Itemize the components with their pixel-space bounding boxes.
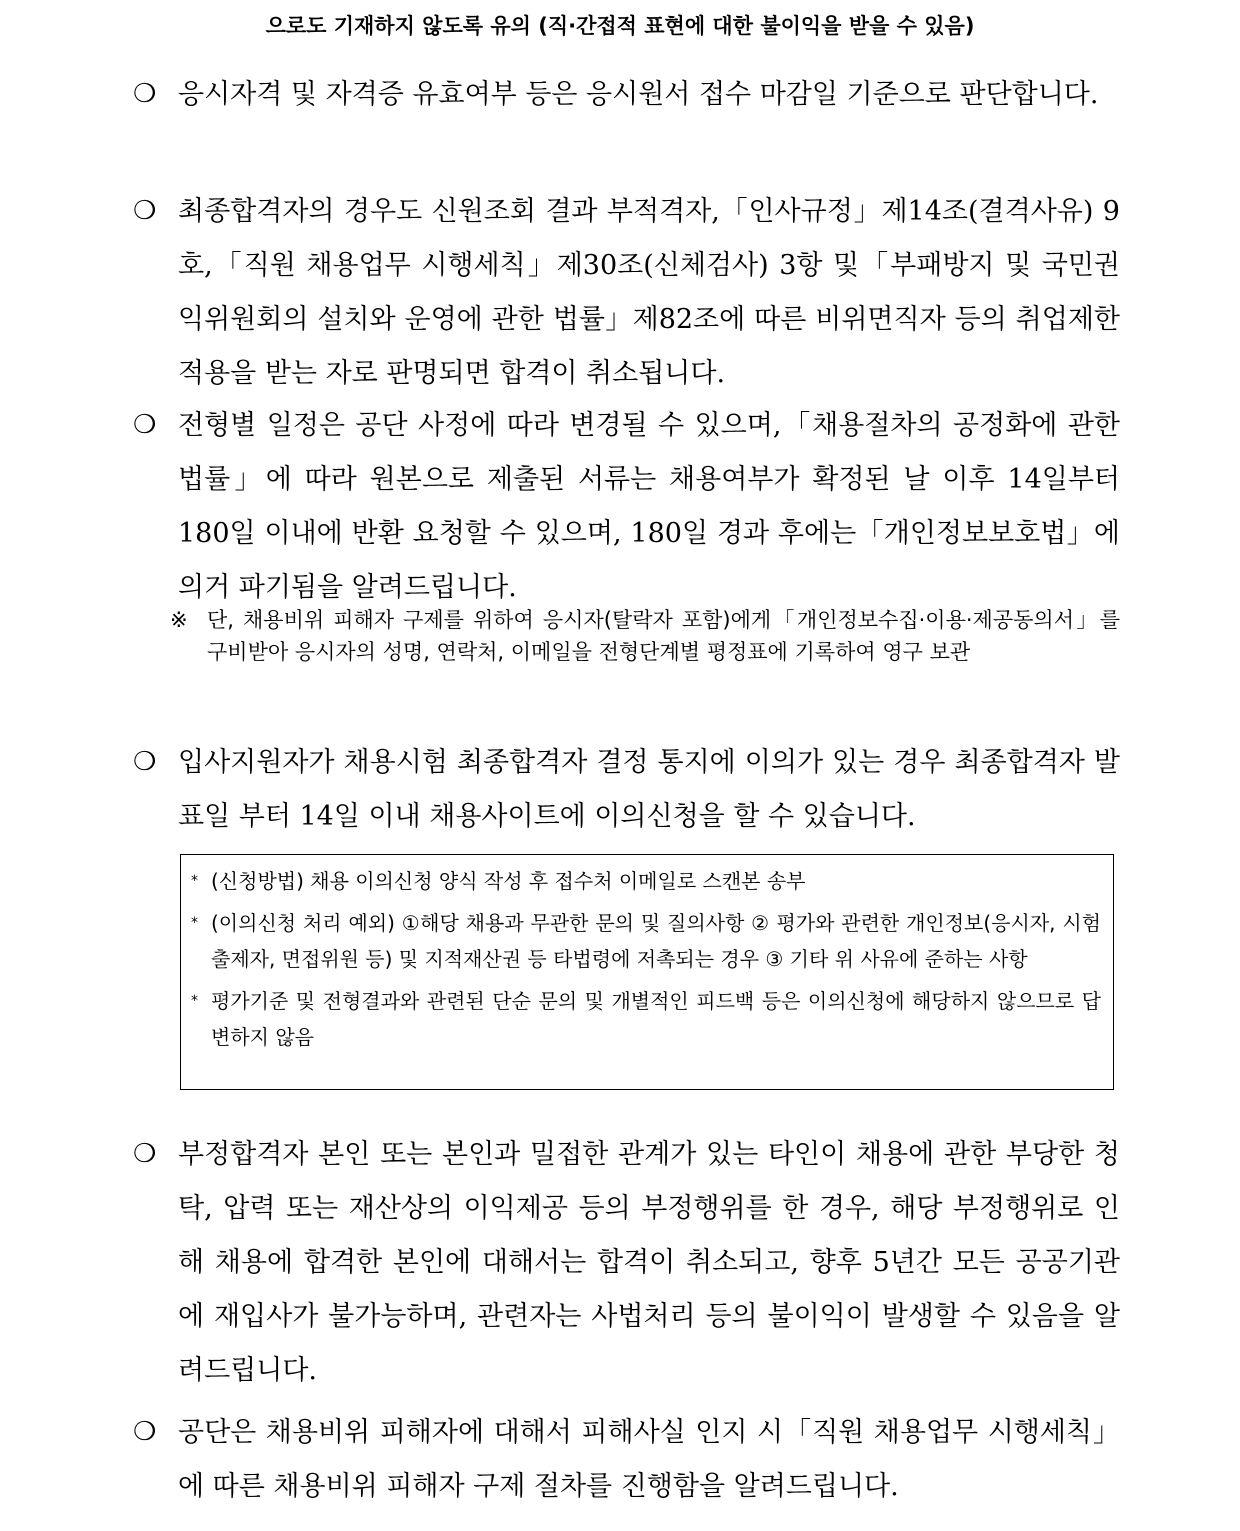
notice-item-text: 입사지원자가 채용시험 최종합격자 결정 통지에 이의가 있는 경우 최종합격자 발표일 부터 14일 이내 채용사이트에 이의신청을 할 수 있습니다. <box>178 747 1120 832</box>
notice-item-objection <box>133 736 1120 844</box>
circle-bullet-icon: ❍ <box>133 1139 157 1169</box>
objection-info-box <box>180 854 1114 1090</box>
notice-item-text: 전형별 일정은 공단 사정에 따라 변경될 수 있으며,「채용절차의 공정화에 관한 법률」에 따라 원본으로 제출된 서류는 채용여부가 확정된 날 이후 14일부터 180일 이내에 반환 요청할 수 있으며, 180일 경과 후에는「개인정보보호법」에 의거 파기됨을 알려드립니다. <box>178 410 1120 603</box>
notice-item-text: 최종합격자의 경우도 신원조회 결과 부적격자,「인사규정」제14조(결격사유) 9호,「직원 채용업무 시행세칙」제30조(신체검사) 3항 및「부패방지 및 국민권익위원회의 설치와 운영에 관한 법률」제82조에 따른 비위면직자 등의 취업제한 적용을 받는 자로 판명되면 합격이 취소됩니다. <box>178 196 1120 389</box>
circle-bullet-icon: ❍ <box>133 1417 157 1447</box>
notice-item-text: 응시자격 및 자격증 유효여부 등은 응시원서 접수 마감일 기준으로 판단합니다. <box>178 79 1099 110</box>
box-line-application-method <box>191 863 1101 899</box>
circle-bullet-icon: ❍ <box>133 410 157 440</box>
notice-item-text: 부정합격자 본인 또는 본인과 밀접한 관계가 있는 타인이 채용에 관한 부당한 청탁, 압력 또는 재산상의 이익제공 등의 부정행위를 한 경우, 해당 부정행위로 인해 채용에 합격한 본인에 대해서는 합격이 취소되고, 향후 5년간 모든 공공기관에 재입사가 불가능하며, 관련자는 사법처리 등의 불이익이 발생할 수 있음을 알려드립니다. <box>178 1139 1120 1386</box>
notice-item-schedule-and-documents <box>133 399 1120 615</box>
box-line-exceptions <box>191 905 1101 977</box>
top-notice-line: 으로도 기재하지 않도록 유의 (직·간접적 표현에 대한 불이익을 받을 수 있음) <box>265 14 975 38</box>
asterisk-icon: * <box>191 993 198 1009</box>
notice-item-text: 공단은 채용비위 피해자에 대해서 피해사실 인지 시「직원 채용업무 시행세칙」에 따른 채용비위 피해자 구제 절차를 진행함을 알려드립니다. <box>178 1417 1120 1502</box>
asterisk-icon: * <box>191 873 198 889</box>
reference-note <box>170 604 1120 668</box>
notice-item-victim-relief <box>133 1406 1120 1514</box>
notice-item-final-pass-cancellation <box>133 185 1120 401</box>
box-line-text: 평가기준 및 전형결과와 관련된 단순 문의 및 개별적인 피드백 등은 이의신청에 해당하지 않으므로 답변하지 않음 <box>211 989 1101 1049</box>
reference-mark-icon: ※ <box>170 608 188 632</box>
box-line-text: (이의신청 처리 예외) ①해당 채용과 무관한 문의 및 질의사항 ② 평가와 관련한 개인정보(응시자, 시험출제자, 면접위원 등) 및 지적재산권 등 타법령에 저촉되는 경우 ③ 기타 위 사유에 준하는 사항 <box>211 911 1101 971</box>
circle-bullet-icon: ❍ <box>133 196 157 226</box>
asterisk-icon: * <box>191 915 198 931</box>
reference-note-text: 단, 채용비위 피해자 구제를 위하여 응시자(탈락자 포함)에게「개인정보수집·이용·제공동의서」를 구비받아 응시자의 성명, 연락처, 이메일을 전형단계별 평정표에 기록하여 영구 보관 <box>207 608 1120 664</box>
notice-item-eligibility <box>133 68 1120 122</box>
circle-bullet-icon: ❍ <box>133 747 157 777</box>
box-line-no-response <box>191 983 1101 1055</box>
box-line-text: (신청방법) 채용 이의신청 양식 작성 후 접수처 이메일로 스캔본 송부 <box>211 869 806 893</box>
notice-item-fraudulent-pass <box>133 1128 1120 1398</box>
circle-bullet-icon: ❍ <box>133 79 157 109</box>
